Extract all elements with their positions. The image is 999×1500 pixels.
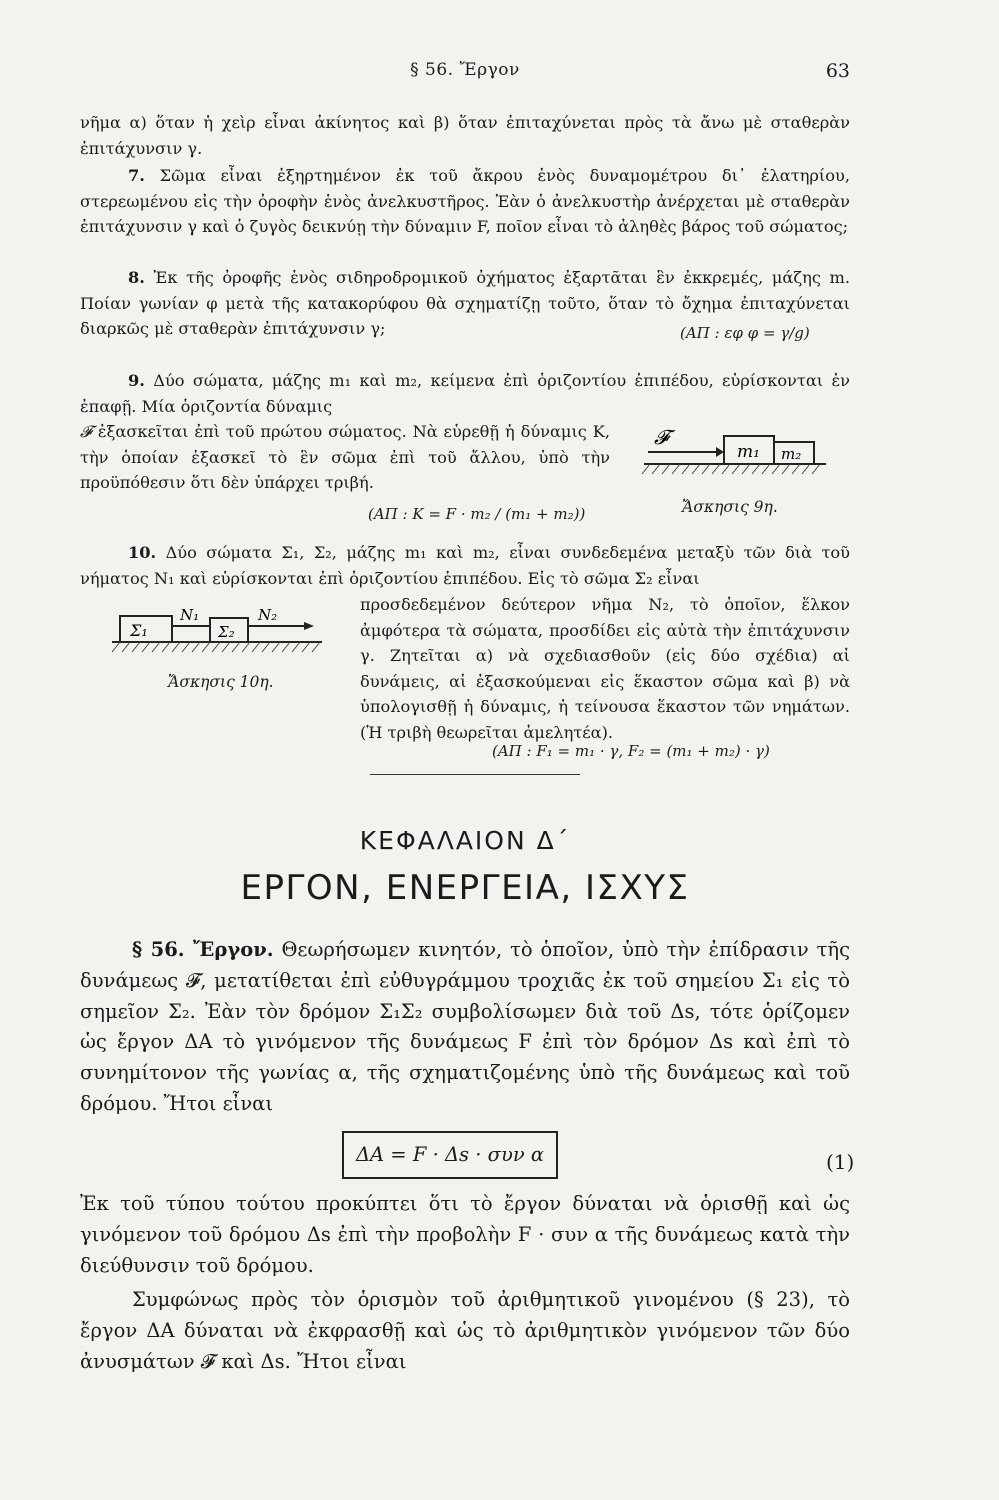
running-header <box>80 60 850 90</box>
fig9-m2-label: m₂ <box>781 445 802 463</box>
fig9-m1-label: m₁ <box>737 442 760 462</box>
fig9-force-label: 𝓕 <box>654 425 669 449</box>
fig10-n1-label: N₁ <box>180 606 200 624</box>
exercise-10-number: 10. <box>128 543 157 562</box>
exercise-9-number: 9. <box>128 371 145 390</box>
exercise-7-text: Σῶμα εἶναι ἐξηρτημένον ἐκ τοῦ ἄκρου ἑνὸς δυναμομέτρου δι᾽ ἐλατηρίου, στερεωμένου εἰς τὴν ὀροφὴν ἑνὸς ἀνελκυστῆρος. Ἐὰν ὁ ἀνελκυστὴρ ἀνέρχεται μὲ σταθερὰν ἐπιτάχυνσιν γ καὶ ὁ ζυγὸς δεικνύῃ τὴν δύναμιν F, ποῖον εἶναι τὸ ἀληθὲς βάρος τοῦ σώματος; <box>80 166 850 237</box>
exercise-8-number: 8. <box>128 268 145 287</box>
exercise-9-text-a: Δύο σώματα, μάζης m₁ καὶ m₂, κείμενα ἐπὶ ὁριζοντίου ἐπιπέδου, εὑρίσκονται ἐν ἐπαφῇ. Μία ὁριζοντία δύναμις <box>80 371 850 416</box>
header-title: § 56. Ἔργον <box>410 60 520 80</box>
fig10-hatching <box>112 642 320 652</box>
fig10-s1-label: Σ₁ <box>130 621 148 640</box>
exercise-7-number: 7. <box>128 166 145 185</box>
exercise-8-text: Ἐκ τῆς ὀροφῆς ἑνὸς σιδηροδρομικοῦ ὀχήματος ἐξαρτᾶται ἓν ἐκκρεμές, μάζης m. Ποίαν γωνίαν φ μετὰ τῆς κατακορύφου θὰ σχηματίζῃ τοῦτο, ὅταν τὸ ὄχημα ἐπιταχύνεται διαρκῶς μὲ σταθερὰν ἐπιτάχυνσιν γ; <box>80 268 850 339</box>
section-56-heading: § 56. Ἔργον. <box>132 938 274 961</box>
page-number: 63 <box>825 60 850 82</box>
section-56-paragraph <box>80 935 850 1120</box>
equation-number: (1) <box>826 1150 855 1174</box>
exercise-7 <box>80 163 850 240</box>
work-formula-box: ΔΑ = F · Δs · συν α <box>342 1131 558 1179</box>
exercise-9-text-b: ἐξασκεῖται ἐπὶ τοῦ πρώτου σώματος. Νὰ εὑρεθῇ ἡ δύναμις K, τὴν ὁποίαν ἐξασκεῖ τὸ ἓν σῶμα ἐπὶ τοῦ ἄλλου, ὑπὸ τὴν προϋπόθεσιν ὅτι δὲν ὑπάρχει τριβή. <box>80 422 610 493</box>
figure-exercise-10 <box>108 600 328 660</box>
fig10-n2-label: N₂ <box>258 606 278 624</box>
section-56-text: Θεωρήσωμεν κινητόν, τὸ ὁποῖον, ὑπὸ τὴν ἐπίδρασιν τῆς δυνάμεως 𝓕, μετατίθεται ἐπὶ εὐθυγράμμου τροχιᾶς ἐκ τοῦ σημείου Σ₁ εἰς τὸ σημεῖον Σ₂. Ἐὰν τὸν δρόμον Σ₁Σ₂ συμβολίσωμεν διὰ τοῦ Δs, τότε ὁρίζομεν ὡς ἔργον ΔΑ τὸ γινόμενον τῆς δυνάμεως F ἐπὶ τὸν δρόμον Δs καὶ ἐπὶ τὸ συνημίτονον τῆς γωνίας α, τῆς σχηματιζομένης ὑπὸ τῆς δυνάμεως καὶ τοῦ δρόμου. Ἤτοι εἶναι <box>80 938 851 1115</box>
force-symbol: 𝓕 <box>80 422 92 441</box>
exercise-9-answer: (ΑΠ : K = F · m₂ / (m₁ + m₂)) <box>368 505 586 523</box>
exercise-8-answer: (ΑΠ : εφ φ = γ/g) <box>680 324 810 342</box>
chapter-title: ΕΡΓΟΝ, ΕΝΕΡΓΕΙΑ, ΙΣΧΥΣ <box>240 868 690 908</box>
exercise-10-text-a: Δύο σώματα Σ₁, Σ₂, μάζης m₁ καὶ m₂, εἶναι συνδεδεμένα μεταξὺ τῶν διὰ τοῦ νήματος N₁ καὶ εὑρίσκονται ἐπὶ ὁριζοντίου ἐπιπέδου. Εἰς τὸ σῶμα Σ₂ εἶναι <box>80 543 850 588</box>
exercise-9-body <box>80 419 610 496</box>
fig9-hatching <box>642 464 820 474</box>
paragraph-dot-product: Συμφώνως πρὸς τὸν ὁρισμὸν τοῦ ἀριθμητικοῦ γινομένου (§ 23), τὸ ἔργον ΔΑ δύναται νὰ ἐκφρασθῇ καὶ ὡς τὸ ἀριθμητικὸν γινόμενον τῶν δύο ἀνυσμάτων 𝓕 καὶ Δs. Ἤτοι εἶναι <box>80 1288 850 1373</box>
fig10-arrowhead <box>304 622 314 630</box>
continued-paragraph: νῆμα α) ὅταν ἡ χεὶρ εἶναι ἀκίνητος καὶ β) ὅταν ἐπιταχύνεται πρὸς τὰ ἄνω μὲ σταθερὰν ἐπιτάχυνσιν γ. <box>80 113 850 158</box>
fig9-arrowhead <box>716 447 724 457</box>
chapter-label: ΚΕΦΑΛΑΙΟΝ Δ΄ <box>359 826 571 855</box>
fig10-s2-label: Σ₂ <box>218 623 235 641</box>
figure-9-caption: Ἄσκησις 9η. <box>682 498 778 516</box>
exercise-9-line1 <box>80 368 850 419</box>
exercise-10-line1 <box>80 540 850 591</box>
paragraph-after-formula: Ἐκ τοῦ τύπου τούτου προκύπτει ὅτι τὸ ἔργον δύναται νὰ ὁρισθῇ καὶ ὡς γινόμενον τοῦ δρόμου Δs ἐπὶ τὴν προβολὴν F · συν α τῆς δυνάμεως κατὰ τὴν διεύθυνσιν τοῦ δρόμου. <box>80 1192 850 1277</box>
exercise-10-answer: (ΑΠ : F₁ = m₁ · γ, F₂ = (m₁ + m₂) · γ) <box>492 742 770 760</box>
section-divider <box>370 774 580 775</box>
figure-10-caption: Ἄσκησις 10η. <box>168 673 274 691</box>
exercise-10-text-b: προσδεδεμένον δεύτερον νῆμα N₂, τὸ ὁποῖον, ἕλκον ἀμφότερα τὰ σώματα, προσδίδει εἰς αὐτὰ τὴν ἐπιτάχυνσιν γ. Ζητεῖται α) νὰ σχεδιασθοῦν (εἰς δύο σχέδια) αἱ δυνάμεις, αἱ ἐξασκούμεναι εἰς ἕκαστον σῶμα καὶ β) νὰ ὑπολογισθῇ ἡ δύναμις, ἡ τείνουσα ἕκαστον τῶν νημάτων. (Ἡ τριβὴ θεωρεῖται ἀμελητέα). <box>360 595 850 742</box>
figure-exercise-9 <box>640 416 830 480</box>
